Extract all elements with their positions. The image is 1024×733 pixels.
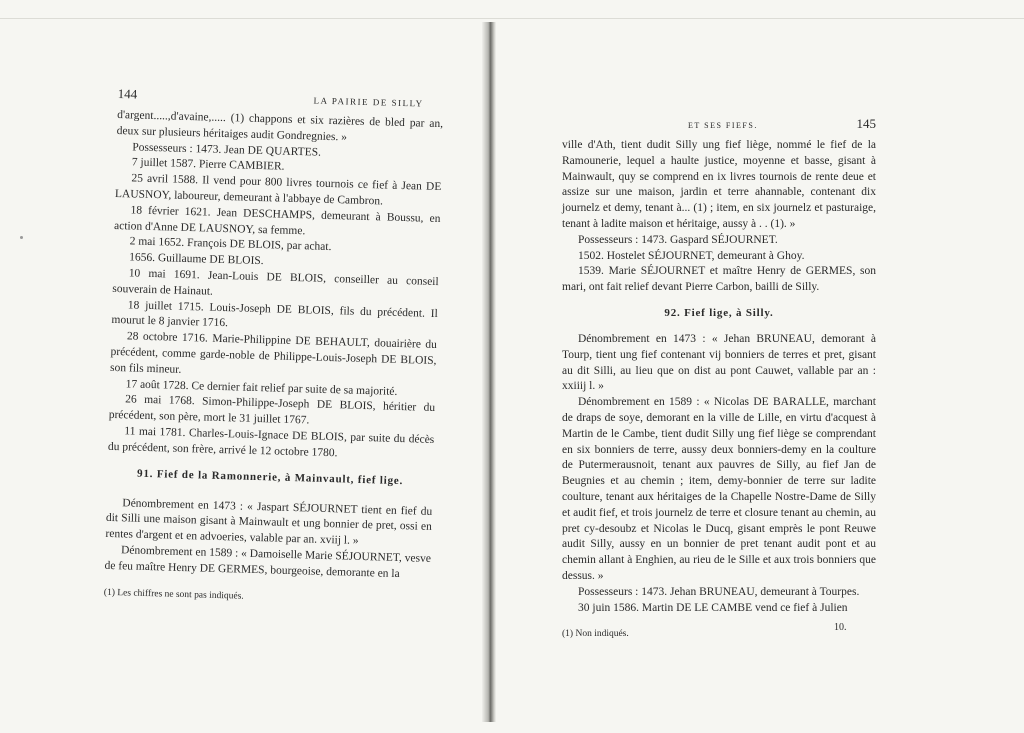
paragraph: d'argent.....,d'avaine,..... (1) chappons et six razières de bled par an, deux sur plusieurs héritaiges audit Gondregnies. » <box>116 108 444 144</box>
paragraph: 7 juillet 1587. Pierre CAMBIER. <box>131 156 285 174</box>
paragraph: Possesseurs : 1473. Gaspard SÉJOURNET. <box>578 233 778 246</box>
speck <box>20 236 23 239</box>
paragraph: Possesseurs : 1473. Jehan BRUNEAU, demeurant à Tourpes. <box>578 585 860 598</box>
footnote: (1) Non indiqués. <box>562 629 629 640</box>
paragraph: 25 avril 1588. Il vend pour 800 livres tournois ce fief à Jean DE LAUSNOY, laboureur, demeurant à l'abbaye de Cambron. <box>114 172 442 208</box>
paragraph: Possesseurs : 1473. Jean DE QUARTES. <box>132 141 322 159</box>
page-number: 144 <box>117 86 138 102</box>
running-title: ET SES FIEFS. <box>688 121 758 130</box>
book-gutter <box>482 22 496 722</box>
paragraph: 1656. Guillaume DE BLOIS. <box>129 251 264 268</box>
paragraph: Dénombrement en 1473 : « Jaspart SÉJOURNET tient en fief du dit Silli une maison gisant à Mainwault et ung bonnier de pret, ossi en rentes d'argent et en advoeries, valable par an. xviij l. » <box>105 496 433 548</box>
paragraph: 2 mai 1652. François DE BLOIS, par achat. <box>129 235 332 254</box>
paragraph: 1539. Marie SÉJOURNET et maître Henry de GERMES, son mari, ont fait relief devant Pierre Carbon, bailli de Silly. <box>562 265 876 294</box>
right-header <box>562 116 876 138</box>
paragraph: 10 mai 1691. Jean-Louis DE BLOIS, conseiller au conseil souverain de Hainaut. <box>112 267 439 298</box>
paragraph: 11 mai 1781. Charles-Louis-Ignace DE BLOIS, par suite du décès du précédent, son frère, arrivé le 12 octobre 1780. <box>107 425 435 460</box>
section-heading: 91. Fief de la Ramonnerie, à Mainvault, fief lige. <box>136 467 404 487</box>
paragraph: 26 mai 1768. Simon-Philippe-Joseph DE BLOIS, héritier du précédent, son père, mort le 31 juillet 1767. <box>108 393 436 427</box>
paragraph: Dénombrement en 1589 : « Damoiselle Marie SÉJOURNET, vesve de feu maître Henry DE GERMES, bourgeoise, demorante en la <box>104 544 432 580</box>
left-page <box>0 0 482 733</box>
footnote: (1) Les chiffres ne sont pas indiqués. <box>103 587 244 602</box>
paragraph: Dénombrement en 1589 : « Nicolas DE BARALLE, marchant de draps de soye, demorant en la ville de Lille, en virtu d'acquest à Martin de le Cambe, tient dudit Silly ung fief liège se comprendant en six bonniers de terre, aussy deux bonniers-demy en la coulture de Putermerausnoit, tenant aux pauvres de Silly, au fief Jan de Beugnies et au chemin ; item, demy-bonnier de terre sur ladite coulture, tenant aux héritaiges de la Chapelle Nostre-Dame de Silly et audit fief, et trois journelz de terre et closure tenant au chemin, au pret cy-desoubz et Nicolas le Ducq, gisant emprès le pont Reuwe audit Silly, aussy en un bonnier de pret tenant audit pont et au chemin allant à Enghien, au rieu de le Sille et aux trois bonniers que dessus. » <box>562 396 876 582</box>
left-text-block <box>104 86 444 608</box>
paragraph: 18 juillet 1715. Louis-Joseph DE BLOIS, fils du précédent. Il mourut le 8 janvier 1716. <box>111 298 438 330</box>
running-title: LA PAIRIE DE SILLY <box>313 95 424 109</box>
paragraph: 28 octobre 1716. Marie-Philippine DE BEHAULT, douairière du précédent, comme garde-noble de Philippe-Louis-Joseph DE BLOIS, son fils mineur. <box>109 330 438 376</box>
signature-mark: 10. <box>834 622 847 633</box>
paragraph: ville d'Ath, tient dudit Silly ung fief liège, nommé le fief de la Ramounerie, lequel a haulte justice, moyenne et basse, gisant à Mainwault, quy se comprend en ix livres tournois de rente deue et assize sur une maison, jardin et terre ahannable, contenant dix journelz et demy, tenant à... (1) ; item, en six journelz et pasturaige, tenant à ladite maison et héritaige, aussy à . . (1). » <box>562 139 876 230</box>
right-text-block <box>562 116 876 641</box>
paragraph: 1502. Hostelet SÉJOURNET, demeurant à Ghoy. <box>578 249 805 262</box>
paragraph: 18 février 1621. Jean DESCHAMPS, demeurant à Boussu, en action d'Anne DE LAUSNOY, sa femme. <box>113 204 441 237</box>
paragraph: 17 août 1728. Ce dernier fait relief par suite de sa majorité. <box>125 377 398 398</box>
page-number: 145 <box>856 116 876 131</box>
section-heading: 92. Fief lige, à Silly. <box>664 306 774 319</box>
paragraph: Dénombrement en 1473 : « Jehan BRUNEAU, demorant à Tourp, tient ung fief contenant vij bonniers de terres et pret, gisant au dit Silli, au lieu que on dist au pont Cauwet, vallable par an : xxiiij l. » <box>562 332 876 393</box>
paragraph: 30 juin 1586. Martin DE LE CAMBE vend ce fief à Julien <box>578 601 848 614</box>
right-page <box>498 0 1024 733</box>
